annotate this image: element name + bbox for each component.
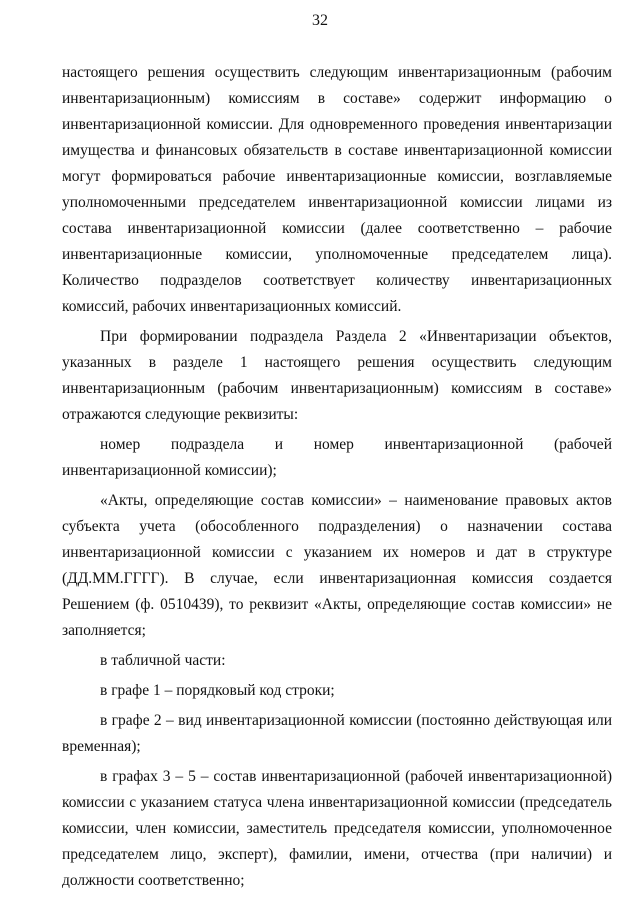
paragraph: «Акты, определяющие состав комиссии» – наименование правовых актов субъекта учета (обособленного подразделения) о назначении состава инвентаризационной комиссии с указанием их номеров и дат в структуре (ДД.ММ.ГГГГ). В случае, если инвентаризационная комиссия создается Решением (ф. 0510439), то реквизит «Акты, определяющие состав комиссии» не заполняется; xyxy=(62,492,612,639)
paragraph: номер подраздела и номер инвентаризационной (рабочей инвентаризационной комиссии); xyxy=(62,436,612,479)
document-body xyxy=(62,60,612,894)
paragraph: настоящего решения осуществить следующим инвентаризационным (рабочим инвентаризационным) комиссиям в составе» содержит информацию о инвентаризационной комиссии. Для одновременного проведения инвентаризации имущества и финансовых обязательств в составе инвентаризационной комиссии могут формироваться рабочие инвентаризационные комиссии, возглавляемые уполномоченными председателем инвентаризационной комиссии лицами из состава инвентаризационной комиссии (далее соответственно – рабочие инвентаризационные комиссии, уполномоченные председателем лица). Количество подразделов соответствует количеству инвентаризационных комиссий, рабочих инвентаризационных комиссий. xyxy=(62,64,612,315)
paragraph: в табличной части: xyxy=(100,652,226,669)
page-number: 32 xyxy=(312,12,328,29)
paragraph: в графе 1 – порядковый код строки; xyxy=(100,682,335,699)
paragraph: При формировании подраздела Раздела 2 «Инвентаризации объектов, указанных в разделе 1 настоящего решения осуществить следующим инвентаризационным (рабочим инвентаризационным) комиссиям в составе» отражаются следующие реквизиты: xyxy=(62,328,612,423)
paragraph: в графах 3 – 5 – состав инвентаризационной (рабочей инвентаризационной) комиссии с указанием статуса члена инвентаризационной комиссии (председатель комиссии, член комиссии, заместитель председателя комиссии, уполномоченное председателем лицо, эксперт), фамилии, имени, отчества (при наличии) и должности соответственно; xyxy=(62,768,612,889)
paragraph: в графе 2 – вид инвентаризационной комиссии (постоянно действующая или временная); xyxy=(62,712,612,755)
